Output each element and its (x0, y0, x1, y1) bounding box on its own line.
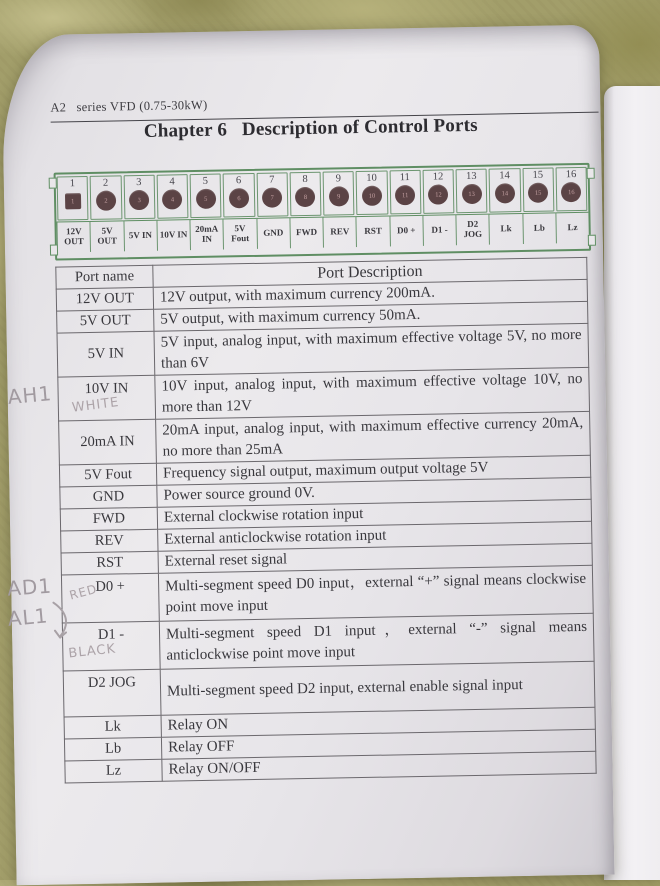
terminal-screw-number: 8 (303, 193, 308, 201)
terminal-screw-number: 2 (104, 197, 108, 205)
port-description-cell: 5V input, analog input, with maximum effective voltage 5V, no more than 6V (154, 323, 589, 375)
strip-mount-tab-bottom-right (588, 235, 596, 246)
port-name-cell: Lk (64, 715, 161, 739)
terminal-screw-icon (561, 182, 581, 202)
terminal-label: 10V IN (156, 219, 190, 251)
terminal-screw-number: 11 (401, 191, 409, 199)
terminal-screw-icon (162, 189, 182, 209)
terminal-number: 7 (269, 174, 275, 186)
margin-note-ah1: AH1 (6, 381, 54, 409)
terminal-label: Lk (489, 213, 523, 245)
terminal-number: 9 (335, 173, 342, 185)
terminal-label: 5V OUT (90, 220, 124, 252)
port-description-cell: 12V output, with maximum currency 200mA. (153, 279, 587, 309)
terminal-screw-icon (295, 187, 315, 207)
terminal-cell (289, 172, 321, 217)
strip-mount-tab-top-right (587, 168, 595, 179)
terminal-label: GND (256, 217, 290, 249)
terminal-number: 10 (366, 172, 377, 184)
terminal-cell (323, 171, 355, 216)
port-name-cell: FWD (60, 507, 157, 531)
port-description-cell: Relay ON/OFF (162, 751, 596, 781)
terminal-screw-icon (362, 186, 382, 206)
terminal-label: D0 + (389, 215, 423, 247)
terminal-cell (190, 174, 222, 219)
port-description-cell: Relay ON (161, 707, 595, 737)
terminal-number: 4 (169, 176, 175, 188)
terminal-screw-number: 7 (270, 194, 274, 202)
terminal-screw-icon (96, 190, 116, 210)
terminal-screw-number: 15 (534, 189, 542, 197)
port-name-cell: D1 - (62, 621, 160, 671)
terminal-cell (489, 168, 521, 213)
terminal-screw-icon (528, 183, 548, 203)
terminal-cell (123, 175, 155, 220)
port-description-cell: 20mA input, analog input, with maximum effective currency 20mA, no more than 25mA (156, 411, 591, 463)
port-description-cell: Multi-segment speed D1 input，external “-” signal means anticlockwise point move input (159, 613, 594, 669)
terminal-screw-icon (461, 184, 481, 204)
terminal-number: 11 (399, 172, 411, 184)
terminal-screw-number: 3 (137, 196, 141, 204)
terminal-cell (223, 173, 255, 218)
port-name-cell: 5V OUT (57, 309, 154, 333)
terminal-label: REV (322, 216, 356, 248)
terminal-label: D2 JOG (455, 214, 489, 246)
port-description-cell: External anticlockwise rotation input (158, 521, 592, 551)
terminal-cell (90, 175, 122, 220)
port-description-cell: Frequency signal output, maximum output voltage 5V (156, 455, 590, 485)
terminal-screw-number: 6 (237, 194, 241, 202)
terminal-cell (456, 169, 488, 214)
port-name-cell: 5V Fout (59, 463, 156, 487)
manual-page (1, 25, 614, 886)
terminal-label: FWD (289, 217, 323, 249)
terminal-screw-number: 16 (568, 188, 575, 196)
terminal-cell (522, 167, 554, 212)
terminal-screw-number: 10 (368, 192, 376, 200)
terminal-screw-icon (328, 186, 348, 206)
terminal-screw-icon (65, 193, 81, 209)
terminal-number: 2 (102, 177, 109, 189)
terminal-screw-icon (262, 187, 282, 207)
port-name-cell: REV (61, 529, 158, 553)
col-header-port-name: Port name (56, 265, 153, 289)
terminal-number: 13 (465, 170, 477, 183)
terminal-label: 12V OUT (56, 221, 90, 253)
port-name-cell: RST (61, 551, 158, 575)
terminal-number: 8 (302, 173, 308, 186)
chapter-title: Chapter 6 Description of Control Ports (143, 114, 478, 142)
terminal-screw-icon (196, 189, 216, 209)
port-description-cell: External reset signal (158, 543, 592, 573)
port-description-cell: External clockwise rotation input (157, 499, 591, 529)
terminal-label: RST (356, 215, 390, 247)
doc-ref: A2 series VFD (0.75-30kW) (50, 97, 208, 115)
terminal-label: 5V IN (123, 220, 157, 252)
margin-note-ad1: AD1 (6, 573, 53, 601)
terminal-screw-icon (229, 188, 249, 208)
terminal-label: D1 - (422, 214, 456, 246)
annotation-arrow-icon (47, 600, 74, 642)
port-name-cell: D2 JOG (63, 669, 161, 717)
terminal-screw-number: 12 (435, 190, 442, 199)
port-description-cell: Multi-segment speed D2 input, external enable signal input (160, 661, 595, 715)
terminal-number: 12 (432, 171, 444, 183)
terminal-number: 14 (499, 170, 510, 182)
terminal-cell (57, 176, 89, 221)
wire-note-white: WHITE (71, 395, 121, 416)
terminal-screw-number: 9 (336, 192, 341, 200)
port-name-cell: 5V IN (57, 331, 155, 377)
terminal-label: Lz (555, 212, 589, 244)
terminal-screw-number: 13 (468, 190, 475, 198)
terminal-screw-number: 5 (204, 195, 208, 203)
port-description-cell: 10V input, analog input, with maximum effective voltage 10V, no more than 12V (155, 367, 590, 419)
terminal-number: 15 (532, 169, 544, 181)
terminal-cell (555, 167, 587, 212)
terminal-label: 5V Fout (223, 218, 257, 250)
port-name-cell: Lz (65, 759, 162, 783)
terminal-number: 16 (565, 169, 577, 181)
ports-table (55, 257, 596, 784)
terminal-screw-icon (495, 183, 515, 203)
terminal-cell (356, 170, 388, 215)
terminal-number: 3 (136, 176, 142, 189)
wire-note-black: BLACK (67, 641, 117, 662)
terminal-screw-number: 4 (170, 195, 175, 203)
strip-mount-tab-bottom-left (50, 245, 58, 256)
terminal-cell (422, 169, 454, 214)
terminal-screw-icon (129, 190, 149, 210)
terminal-screw-icon (395, 185, 415, 205)
terminal-cell (256, 172, 288, 217)
port-name-cell: Lb (64, 737, 161, 761)
terminal-screw-icon (428, 184, 448, 204)
port-description-cell: 5V output, with maximum currency 50mA. (154, 301, 588, 331)
port-description-cell: Multi-segment speed D0 input，external “+” signal means clockwise point move input (158, 565, 593, 621)
port-name-cell: 10V IN (58, 375, 156, 421)
port-name-cell: 20mA IN (59, 419, 157, 465)
port-name-cell: 12V OUT (56, 287, 153, 311)
strip-mount-tab-top-left (49, 178, 57, 189)
wire-note-red: RED (67, 581, 99, 603)
terminal-label: Lb (522, 212, 556, 244)
terminal-number: 1 (69, 178, 76, 190)
terminal-number: 6 (235, 175, 242, 187)
col-header-port-description: Port Description (153, 257, 587, 287)
port-description-cell: Relay OFF (161, 729, 595, 759)
terminal-screw-number: 1 (71, 197, 75, 205)
terminal-label: 20mA IN (189, 219, 223, 251)
terminal-cell (389, 170, 421, 215)
port-name-cell: GND (60, 485, 157, 509)
terminal-screw-number: 14 (501, 189, 509, 197)
terminal-cell (156, 174, 188, 219)
port-name-cell: D0 + (61, 573, 159, 623)
terminal-number: 5 (202, 175, 209, 187)
port-description-cell: Power source ground 0V. (157, 477, 591, 507)
page-content (1, 25, 614, 886)
margin-note-al1: AL1 (6, 603, 50, 631)
terminal-strip (54, 163, 592, 261)
